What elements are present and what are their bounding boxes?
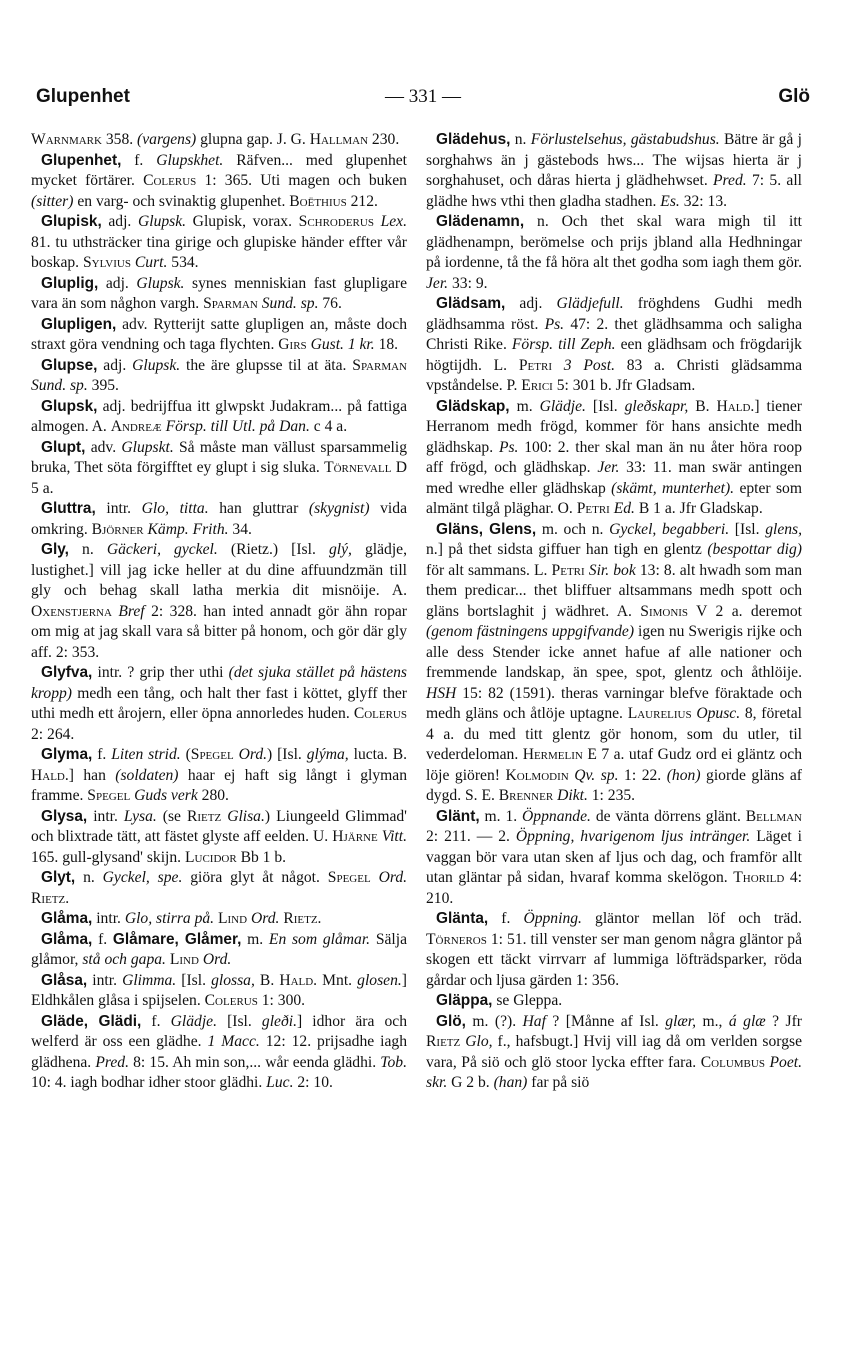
entry-text: igen nu Swerigis rijke och alle dess Stender icke annet hafue af alle nationer och fremmende landskap, än spee, spot, glentz och åthlöije. [426, 623, 802, 681]
entry-text: lucta. B. [348, 746, 408, 763]
headword: Glö, [436, 1012, 466, 1030]
dictionary-entry [31, 909, 407, 930]
italic-text: Sund. sp. [31, 377, 88, 394]
entry-text: Läget i vaggan bör vara utan sken af ljus och dag, och framför allt utan gläntar på sidan, hvaraf komma skelögon. [426, 828, 802, 886]
entry-text: glupna gap. J. G. [196, 131, 310, 148]
entry-text [552, 357, 564, 374]
entry-text: 165. gull-glysand' skijn. [31, 848, 185, 866]
entry-text: 395. [87, 377, 119, 394]
entry-text: 280. [197, 787, 229, 804]
headword: Glåma, [41, 930, 93, 948]
entry-text: 1: 365. Uti magen och buken [196, 172, 407, 189]
dictionary-entry [31, 212, 407, 274]
italic-text: Jer. [597, 459, 620, 476]
entry-text: gläntor mellan löf och träd. [581, 910, 802, 927]
italic-text: Öppnande. [522, 807, 591, 825]
dictionary-entry [426, 294, 802, 397]
author-citation: Sylvius [82, 254, 131, 271]
italic-text: (skygnist) [308, 500, 370, 517]
author-citation: Petri [518, 356, 552, 374]
italic-text: (vargens) [137, 131, 197, 148]
entry-text: 83 a. Christi glädsamma vpståndelse. P. [426, 356, 802, 394]
italic-text: Glupskt. [121, 438, 174, 456]
author-citation: Björner [91, 520, 144, 538]
entry-text: Räfven... med glupenhet mycket förtärer. [31, 151, 408, 189]
author-citation: Hermelin [522, 746, 583, 763]
entry-text: 8, företal 4 a. du med titt glentz gör honom, som du utler, til vederdeloman. [426, 705, 802, 763]
italic-text: Öppning, hvarigenom ljus intränger. [515, 828, 751, 845]
entry-text: n.] på thet sidsta giffuer han tigh en glentz [426, 541, 708, 558]
entry-text: fröghdens Gudhi medh glädhsamma röst. [426, 295, 802, 333]
entry-text: adv. Rytterijt satte glupligen an, måste doch straxt göra vendning och taga flychten. [31, 315, 407, 353]
entry-text: 1: 22. [618, 766, 667, 784]
dictionary-entry [31, 151, 407, 213]
entry-text: m. (?). [465, 1012, 523, 1030]
author-citation: Thorild [733, 869, 785, 886]
entry-text: 1: 235. [587, 787, 636, 804]
author-citation: Colerus [143, 172, 197, 189]
italic-text: Glo, stirra på. [124, 910, 215, 927]
entry-text: f. [92, 746, 112, 763]
italic-text: Curt. [134, 254, 168, 271]
headword: Glyfva, [41, 664, 93, 681]
headword: Gly, [41, 541, 69, 558]
dictionary-entry [426, 1012, 802, 1094]
author-citation: Spegel [327, 869, 371, 886]
dictionary-entry [31, 315, 407, 356]
entry-text: haar ej haft sig långt i glyman framme. [31, 766, 407, 804]
entry-text: vida omkring. [31, 500, 407, 538]
entry-text: adj. bedrijffua itt glwpskt Judakram... på fattiga almogen. A. [31, 397, 407, 435]
entry-text: Bätre är gå j sorghahws än j gästebods hws... The wijsas hierta är j sorghahuset, och dåras hierta j glädhehwset. [426, 131, 803, 189]
author-citation: Colerus [204, 992, 258, 1009]
author-citation: Rietz. [31, 889, 70, 907]
entry-text: 2: 10. [293, 1074, 333, 1091]
italic-text: Glimma. [122, 971, 177, 989]
entry-text: 212. [346, 192, 378, 210]
author-citation: Spegel [87, 787, 131, 804]
entry-text: giöra glyt åt något. [182, 869, 328, 886]
entry-text: Bb 1 b. [236, 848, 287, 866]
entry-text: Sälja glåmor, [31, 930, 408, 968]
entry-text: de vänta dörrens glänt. [590, 807, 746, 825]
entry-text: adj. [505, 295, 557, 312]
entry-text: [Isl. [729, 520, 766, 538]
entry-text: f. [141, 1012, 171, 1030]
entry-text: n. [75, 869, 103, 886]
italic-text: Liten strid. [111, 746, 181, 763]
italic-text: Gäckeri, gyckel. [106, 541, 218, 558]
entry-text [374, 213, 381, 230]
entry-text: D 5 a. [31, 459, 407, 497]
headword: Gläns, Glens, [436, 520, 537, 538]
italic-text: Tob. [380, 1053, 407, 1071]
italic-text: Försp. till Utl. på Dan. [165, 418, 310, 435]
entry-text: intr. ? grip ther uthi [92, 664, 229, 681]
dictionary-entry [426, 991, 802, 1012]
dictionary-entry [426, 520, 802, 807]
entry-text: n. [510, 131, 531, 148]
entry-text: 32: 13. [679, 192, 728, 210]
entry-text: 8: 15. Ah min son,... wår eenda glädhi. [128, 1053, 381, 1071]
entry-text: ? [Månne af Isl. [545, 1012, 666, 1030]
entry-text: intr. [87, 971, 123, 989]
author-citation: Simonis [640, 602, 689, 620]
author-citation: Spegel [190, 746, 234, 763]
left-column [31, 130, 407, 1094]
author-citation: Rietz [426, 1033, 461, 1050]
running-head [36, 84, 810, 110]
entry-text: adv. [85, 438, 122, 456]
headword: Glyt, [41, 869, 76, 886]
italic-text: Gyckel, spe. [102, 869, 183, 886]
dictionary-entry [31, 397, 407, 438]
author-citation: Erici [521, 377, 553, 394]
entry-text: 100: 2. ther skal man än nu åter höra roop aff frögd, och glädhskap. [426, 438, 802, 476]
headword: Gluttra, [41, 500, 96, 517]
author-citation: Oxenstjerna [31, 602, 112, 620]
italic-text: Luc. [266, 1074, 294, 1091]
entry-text: 15: 82 (1591). theras varningar blefve föraktade och medh gläns och åtlöje uptagne. [426, 684, 802, 722]
dictionary-entry [31, 930, 407, 971]
headword: Glåmare, Glåmer, [112, 930, 242, 948]
entry-text: adj. [101, 213, 138, 230]
entry-text: 34. [228, 520, 252, 538]
entry-text: 2: 264. [31, 725, 75, 743]
italic-text: Haf [522, 1012, 546, 1030]
italic-text: Ed. [613, 500, 635, 517]
author-citation: Törnevall [324, 459, 392, 476]
italic-text: Qv. sp. [574, 766, 619, 784]
italic-text: Dikt. [557, 787, 588, 804]
entry-text: m. [241, 930, 269, 948]
italic-text: Förlustelsehus, gästabudshus. [530, 131, 720, 148]
italic-text: (skämt, munterhet). [611, 479, 735, 497]
author-citation: Boëthius [289, 192, 347, 210]
author-citation: Hjärne [332, 828, 378, 845]
entry-text: ] han [68, 766, 116, 784]
italic-text: Ord. [250, 910, 280, 927]
author-citation: Warnmark [31, 131, 102, 148]
entry-text: 13: 8. alt hwadh som man them predicar... thet bliffuer altsammans medh spott och gläns bortslaghit j wädhret. A. [426, 561, 802, 620]
entry-text: m. 1. [479, 807, 523, 825]
entry-text: B. [688, 397, 717, 415]
dictionary-entry [426, 397, 802, 520]
italic-text: Kämp. Frith. [147, 520, 229, 538]
dictionary-entry [31, 540, 407, 663]
entry-text: f. [92, 930, 113, 948]
entry-text: 76. [318, 295, 342, 312]
author-citation: Colerus [353, 705, 407, 722]
italic-text: (genom fästningens uppgifvande) [426, 623, 635, 640]
author-citation: Laurelius [627, 705, 692, 722]
entry-text: ) Liungeeld Glimmad' och blixtrade tätt, att fästet glyste aff eelden. U. [31, 807, 407, 845]
entry-text: ] Eldhkålen glåsa i spijselen. [31, 971, 407, 1009]
author-citation: Lind [217, 910, 248, 927]
entry-text: Mnt. [317, 971, 358, 989]
author-citation: Hald. [716, 397, 755, 415]
italic-text: Bref [118, 602, 145, 620]
italic-text: Vitt. [381, 828, 407, 845]
italic-text: Glo, [465, 1033, 493, 1050]
italic-text: Ps. [544, 315, 565, 333]
author-citation: Petri [551, 561, 585, 579]
entry-text: f., hafsbugt.] Hvij vill iag då om verlden sorgse vara, På siö och glö stoor lycka effter fara. [426, 1033, 802, 1071]
entry-text: 2: 211. — 2. [426, 828, 516, 845]
italic-text: glær, [665, 1012, 697, 1030]
headword: Glysa, [41, 807, 88, 825]
dictionary-entry [31, 274, 407, 315]
italic-text: Sund. sp. [261, 295, 319, 312]
dictionary-entry [31, 130, 407, 151]
entry-text: 47: 2. thet glädhsamma och saligha Christi Rike. [426, 315, 802, 353]
entry-text: 7: 5. all glädhe hws vthi then gladha stadhen. [426, 172, 802, 210]
author-citation: Hald. [31, 766, 69, 784]
author-citation: Bellman [745, 807, 802, 825]
entry-text: 358. [101, 131, 138, 148]
dictionary-entry [31, 868, 407, 909]
entry-text: se Gleppa. [492, 992, 563, 1009]
italic-text: Glädjefull. [556, 295, 624, 312]
headword: Glyma, [41, 746, 93, 763]
entry-text: 4: 210. [426, 869, 802, 907]
italic-text: Glo, titta. [141, 500, 209, 517]
author-citation: Lind [169, 951, 199, 968]
entry-text: 5: 301 b. Jfr Gladsam. [552, 377, 696, 394]
entry-text: ? Jfr [765, 1012, 802, 1030]
entry-text: the äre glupsse til at äta. [180, 356, 353, 374]
entry-text: n. Och thet skal wara migh til itt glädhenampn, berömelse och prijs jbland alla Hedhningar på iordenne, tå the få höra alt thet godha som iagh them gör. [426, 213, 802, 271]
entry-text: glädje, lustighet.] vill jag icke heller at du dine affuundzmän till gly och behag skall latha merkia dit misnöije. A. [31, 541, 408, 599]
entry-text: m., [696, 1012, 729, 1030]
author-citation: Lucidor [184, 848, 237, 866]
author-citation: Rietz. [283, 910, 322, 927]
italic-text: Lysa. [123, 807, 157, 825]
entry-text: intr. [87, 807, 124, 825]
dictionary-entry [31, 663, 407, 745]
entry-text: intr. [95, 500, 142, 517]
italic-text: 3 Post. [563, 356, 615, 374]
entry-text: synes menniskian fast glupligare vara än som någhon vargh. [31, 274, 408, 312]
headword: Glupse, [41, 356, 98, 374]
page-number: — 331 — [385, 86, 461, 107]
entry-text: far på siö [527, 1074, 590, 1091]
entry-text: ] tiener Herranom medh frögd, kommer för hans ansichte medh glädhskap. [426, 397, 802, 456]
italic-text: Lex. [380, 213, 407, 230]
entry-text: 18. [374, 336, 399, 353]
headword: Glupsk, [41, 397, 98, 415]
entry-text: medh een tång, och halt ther fast i köttet, glyff ther uthi medh ett årojern, eller öpna annorledes huden. [31, 684, 407, 722]
author-citation: Andreæ [110, 418, 162, 435]
author-citation: Kolmodin [505, 766, 569, 784]
entry-text: [Isl. [176, 971, 212, 989]
italic-text: (sitter) [31, 192, 74, 210]
entry-text: m. och n. [536, 520, 610, 538]
entry-text: B 1 a. Jfr Gladskap. [634, 500, 763, 517]
entry-text: för alt sammans. L. [426, 561, 552, 579]
italic-text: Glupsk. [132, 356, 181, 374]
headword: Glupisk, [41, 213, 102, 230]
italic-text: Gyckel, begabberi. [609, 520, 730, 538]
dictionary-entry [31, 807, 407, 869]
headword: Glädehus, [436, 131, 511, 148]
entry-text: 534. [167, 254, 199, 271]
italic-text: Sir. bok [588, 561, 636, 579]
author-citation: Rietz [186, 807, 222, 825]
entry-text: V 2 a. deremot [688, 602, 802, 620]
entry-text: B. [254, 971, 280, 989]
dictionary-entry [426, 212, 802, 294]
headword: Glupt, [41, 438, 86, 456]
entry-text: f. [121, 151, 157, 169]
italic-text: Poet. skr. [426, 1053, 803, 1091]
entry-text: epter som almänt tilgå pläghar. O. [426, 479, 802, 517]
headword: Gluplig, [41, 274, 99, 292]
entry-text: c 4 a. [309, 418, 348, 435]
dictionary-entry [31, 745, 407, 807]
italic-text: Es. [660, 192, 680, 210]
entry-text: adj. [97, 356, 133, 374]
entry-text: 81. tu uthsträcker tina girige och glupiske händer effter vår boskap. [31, 233, 407, 271]
italic-text: gleðskapr, [624, 397, 689, 415]
italic-text: (det sjuka stället på hästens kropp) [31, 664, 407, 702]
headword: Glåma, [41, 910, 93, 927]
header-left-guideword: Glupenhet [36, 86, 130, 107]
headword: Glänt, [436, 807, 480, 825]
dictionary-entry [31, 499, 407, 540]
italic-text: glosen. [357, 971, 402, 989]
entry-text: ] idhor ära och welferd är oss een glädhe. [31, 1012, 407, 1050]
dictionary-entry [31, 438, 407, 500]
italic-text: En som glåmar. [268, 930, 371, 948]
italic-text: Försp. till Zeph. [511, 336, 616, 353]
entry-text: 230. [368, 131, 400, 148]
author-citation: Törneros [426, 930, 487, 948]
author-citation: Hald. [279, 971, 318, 989]
italic-text: stå och gapa. [82, 951, 166, 968]
italic-text: (soldaten) [115, 766, 179, 784]
entry-text: een glädhsam och frögdarijk högtijdh. L. [426, 336, 802, 374]
italic-text: Ord. [378, 869, 408, 886]
italic-text: Öppning. [523, 910, 582, 927]
entry-text: ) [Isl. [267, 746, 307, 763]
italic-text: (hon) [666, 766, 701, 784]
author-citation: Hallman [309, 131, 369, 148]
headword: Glänta, [436, 910, 489, 927]
entry-text: Glupisk, vorax. [186, 213, 299, 230]
italic-text: Opusc. [696, 705, 741, 722]
italic-text: Glädje. [539, 397, 586, 415]
headword: Glupenhet, [41, 151, 122, 169]
entry-text: G 2 b. [447, 1074, 494, 1091]
dictionary-entry [31, 1012, 407, 1094]
dictionary-entry [426, 909, 802, 991]
italic-text: Glupskhet. [156, 151, 224, 169]
headword: Glädsam, [436, 295, 506, 312]
entry-text: 33: 11. man swär antingen med wredhe eller glädhskap [426, 459, 803, 497]
headword: Glädskap, [436, 397, 510, 415]
italic-text: Glupsk. [137, 213, 187, 230]
italic-text: glossa, [211, 971, 255, 989]
entry-text: [Isl. [216, 1012, 262, 1030]
entry-text: intr. [92, 910, 125, 927]
author-citation: Schroderus [298, 213, 374, 230]
italic-text: Jer. [426, 274, 449, 292]
author-citation: Brenner [498, 787, 554, 804]
italic-text: Pred. [95, 1053, 129, 1071]
italic-text: 1 Macc. [207, 1033, 260, 1050]
header-right-guideword: Glö [778, 86, 810, 107]
entry-text: (se [156, 807, 187, 825]
headword: Gläde, Glädi, [41, 1012, 142, 1030]
entry-text: n. [68, 541, 107, 558]
entry-text: E 7 a. utaf Gudz ord ei gläntz och löje giören! [426, 746, 802, 784]
dictionary-entry [31, 356, 407, 397]
entry-text: giorde gläns af dygd. S. E. [426, 766, 802, 804]
italic-text: Ps. [498, 438, 519, 456]
dictionary-entry [426, 130, 802, 212]
author-citation: Sparman [203, 295, 258, 312]
italic-text: gleði. [261, 1012, 297, 1030]
italic-text: glýma, [306, 746, 349, 763]
dictionary-entry [426, 807, 802, 910]
italic-text: á glæ [728, 1012, 766, 1030]
italic-text: Glupsk. [136, 274, 185, 292]
italic-text: Guds verk [134, 787, 198, 804]
italic-text: Glädje. [170, 1012, 217, 1030]
entry-text: 33: 9. [448, 274, 488, 292]
italic-text: (bespottar dig) [707, 541, 802, 558]
italic-text: Glisa. [227, 807, 265, 825]
entry-text: 1: 300. [257, 992, 306, 1009]
author-citation: Girs [278, 336, 307, 353]
author-citation: Petri [576, 500, 610, 517]
entry-text: 1: 51. till venster ser man genom några gläntor på skogen ett täckt virrvarr af lummiga löfträdsparker, röda gårdar och ljusa gärden 1: 356. [426, 930, 802, 989]
entry-text: adj. [98, 274, 137, 292]
author-citation: Columbus [700, 1053, 765, 1071]
italic-text: Gust. 1 kr. [310, 336, 375, 353]
right-column [426, 130, 802, 1094]
italic-text: glens, [765, 520, 803, 538]
headword: Glädenamn, [436, 213, 525, 230]
entry-text [371, 869, 379, 886]
entry-text: 10: 4. iagh bodhar idher stoor glädhi. [31, 1074, 267, 1091]
italic-text: (han) [493, 1074, 528, 1091]
entry-text: han gluttrar [208, 500, 309, 517]
entry-text: [Isl. [585, 397, 625, 415]
headword: Glåsa, [41, 971, 88, 989]
italic-text: glý, [328, 541, 352, 558]
entry-text: en varg- och svinaktig glupenhet. [73, 192, 290, 210]
entry-text: Så måste man vällust sparsammelig bruka, Thet söta förgifftet ey glupt i sig sluka. [31, 438, 407, 476]
entry-text: (Rietz.) [Isl. [217, 541, 329, 558]
italic-text: Ord. [202, 951, 232, 968]
dictionary-entry [31, 971, 407, 1012]
entry-text: ( [180, 746, 191, 763]
entry-text: f. [488, 910, 524, 927]
italic-text: HSH [426, 684, 457, 702]
headword: Glupligen, [41, 315, 117, 333]
author-citation: Sparman [352, 356, 407, 374]
italic-text: Ord. [238, 746, 268, 763]
italic-text: Pred. [713, 172, 747, 189]
entry-text: m. [509, 397, 540, 415]
headword: Gläppa, [436, 992, 493, 1009]
entry-text: 12: 12. prijsadhe iagh glädhena. [31, 1033, 407, 1071]
entry-text: 2: 328. han inted annadt gör ähn ropar om mig at jag skall vara så bitter på honom, och gör där gly aff. 2: 353. [31, 602, 407, 661]
